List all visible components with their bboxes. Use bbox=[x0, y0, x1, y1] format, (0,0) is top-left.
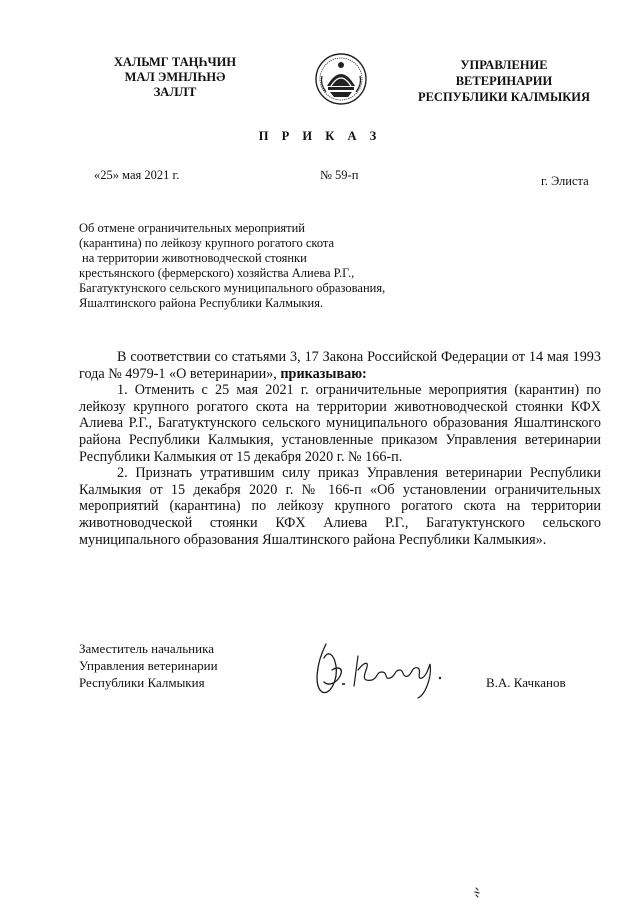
header-russian-agency bbox=[404, 57, 604, 105]
subject-line: (карантина) по лейкозу крупного рогатого скота bbox=[79, 236, 335, 250]
header-right-line-2: ВЕТЕРИНАРИИ bbox=[455, 74, 553, 88]
subject-line: крестьянского (фермерского) хозяйства Алиева Р.Г., bbox=[79, 266, 355, 280]
header-right-line-3: РЕСПУБЛИКИ КАЛМЫКИЯ bbox=[417, 90, 591, 104]
header-kalmyk-agency bbox=[100, 55, 250, 100]
body-item-2: 2. Признать утратившим силу приказ Управления ветеринарии Республики Калмыкия от 15 декабря 2020 г. № 166-п «Об установлении ограничительных мероприятий (карантина) по лейкозу крупного рогатого скота на территории животноводческой стоянки КФХ Алиева Р.Г., Багатуктунского сельского муниципального образования Яшалтинского района Республики Калмыкия». bbox=[79, 465, 601, 548]
document-city: г. Элиста bbox=[541, 174, 589, 188]
body-item-1: 1. Отменить с 25 мая 2021 г. ограничительные мероприятия (карантин) по лейкозу крупного рогатого скота на территории животноводческой стоянки КФХ Алиева Р.Г., Багатуктунского сельского муниципального образования Яшалтинского района Республики Калмыкия, установленные приказом Управления ветеринарии Республики Калмыкия от 15 декабря 2020 г. № 166-п. bbox=[79, 382, 601, 465]
document-date: «25» мая 2021 г. bbox=[94, 168, 180, 182]
signer-name: В.А. Качканов bbox=[486, 675, 566, 690]
signer-position-line: Управления ветеринарии bbox=[79, 658, 218, 673]
document-title: П Р И К А З bbox=[258, 129, 382, 143]
preamble-text: В соответствии со статьями 3, 17 Закона Российской Федерации от 14 мая 1993 года № 4979-1 «О ветеринарии», bbox=[79, 349, 601, 382]
subject-line: на территории животноводческой стоянки bbox=[82, 251, 307, 265]
header-left-line-2: МАЛ ЭМНЛҺНӘ bbox=[124, 70, 226, 84]
document-subject bbox=[79, 221, 519, 311]
subject-line: Яшалтинского района Республики Калмыкия. bbox=[79, 296, 324, 310]
document-number: № 59-п bbox=[320, 168, 359, 182]
subject-line: Об отмене ограничительных мероприятий bbox=[79, 221, 306, 235]
signer-position-line: Республики Калмыкия bbox=[79, 675, 205, 690]
handwritten-signature bbox=[312, 636, 462, 700]
header-right-line-1: УПРАВЛЕНИЕ bbox=[460, 58, 548, 72]
subject-line: Багатуктунского сельского муниципального образования, bbox=[79, 281, 386, 295]
small-ink-mark bbox=[470, 885, 484, 899]
body-preamble bbox=[79, 349, 601, 382]
preamble-directive: приказываю: bbox=[280, 365, 367, 382]
signer-position-line: Заместитель начальника bbox=[79, 641, 214, 656]
republic-of-kalmykia-emblem-icon bbox=[314, 50, 368, 108]
header-left-line-3: ЗАЛЛТ bbox=[153, 85, 197, 99]
document-body bbox=[79, 349, 601, 548]
signer-position bbox=[79, 640, 299, 691]
header-left-line-1: ХАЛЬМГ ТАҢҺЧИН bbox=[113, 55, 237, 69]
